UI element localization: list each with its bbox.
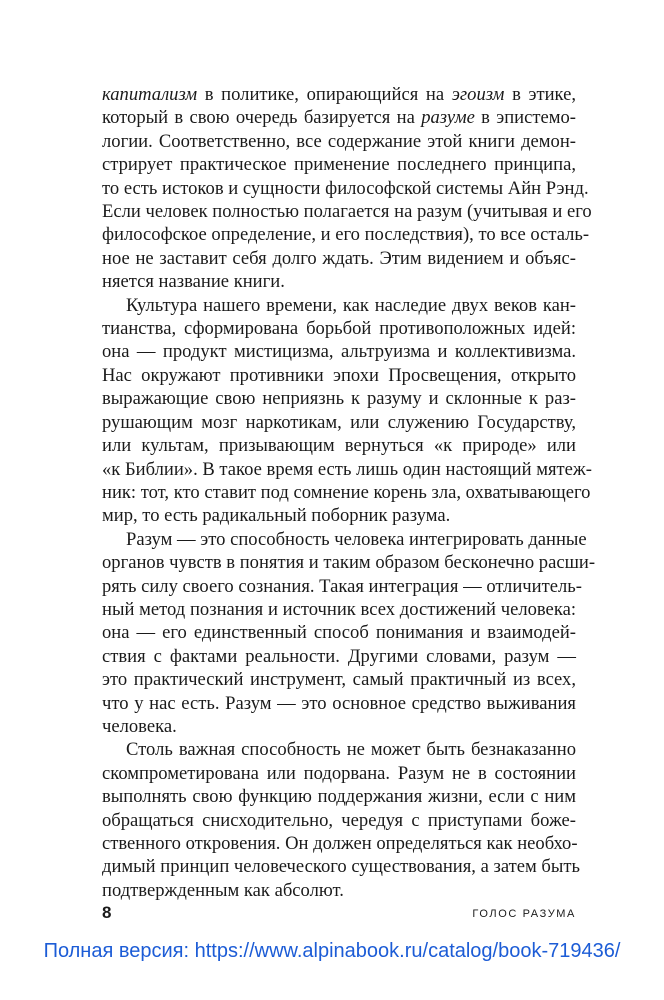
text-run: в эпистемо-	[474, 107, 576, 129]
text-run: органов чувств в понятия и таким образом бесконечно расши-	[102, 552, 596, 574]
text-line	[102, 83, 576, 106]
paragraph	[102, 294, 592, 528]
text-run: обращаться снисходительно, чередуя с приступами боже-	[102, 809, 576, 831]
text-run: ственного откровения. Он должен определяться как необхо-	[102, 833, 578, 854]
text-line	[102, 177, 589, 200]
text-line	[102, 411, 576, 434]
text-line	[102, 551, 596, 574]
text-run: няется название книги.	[102, 271, 285, 293]
text-line	[102, 153, 576, 176]
text-run: стрирует практическое применение последнего принципа,	[102, 154, 576, 176]
text-line	[102, 294, 576, 317]
text-run: философское определение, и его последствия), то все осталь-	[102, 224, 590, 246]
text-run: рять силу своего сознания. Такая интеграция — отличитель-	[102, 575, 582, 597]
text-line	[102, 832, 576, 855]
text-run: тианства, сформирована борьбой противоположных идей:	[102, 318, 576, 340]
text-line	[102, 855, 580, 878]
text-line	[102, 340, 576, 363]
emphasized-term: капитализм	[102, 84, 198, 105]
text-run: ник: тот, кто ставит под сомнение корень зла, охватывающего	[102, 481, 591, 503]
text-line	[102, 270, 576, 293]
text-run: скомпрометирована или подорвана. Разум не в состоянии	[102, 762, 576, 784]
text-line	[102, 809, 576, 832]
text-line	[102, 598, 576, 621]
page-number: 8	[102, 903, 112, 922]
text-run: который в свою очередь базируется на	[102, 107, 422, 129]
text-line	[102, 458, 592, 481]
text-run: или культам, призывающим вернуться «к природе» или	[102, 435, 576, 457]
text-run: в этике,	[504, 84, 577, 105]
text-line	[102, 645, 576, 668]
text-run: подтвержденным как абсолют.	[102, 879, 344, 901]
text-run: Культура нашего времени, как наследие двух веков кан-	[126, 294, 576, 316]
text-run: выполнять свою функцию поддержания жизни, если с ним	[102, 786, 576, 808]
text-run: рушающим мозг наркотикам, или служению Государству,	[102, 411, 576, 433]
full-version-link[interactable]: Полная версия: https://www.alpinabook.ru/catalog/book-719436/	[43, 940, 621, 962]
text-run: что у нас есть. Разум — это основное средство выживания	[102, 692, 576, 714]
text-run: выражающие свою неприязнь к разуму и склонные к раз-	[102, 388, 576, 410]
text-line	[102, 528, 587, 551]
text-line	[102, 879, 576, 902]
text-line	[102, 223, 590, 246]
text-line	[102, 130, 576, 153]
text-line	[102, 387, 576, 410]
text-line	[102, 200, 592, 223]
text-line	[102, 481, 591, 504]
text-run: это практический инструмент, самый практичный из всех,	[102, 669, 576, 691]
book-body-text	[102, 83, 596, 902]
text-run: ный метод познания и источник всех достижений человека:	[102, 598, 576, 620]
running-title: ГОЛОС РАЗУМА	[472, 908, 576, 920]
text-line	[102, 317, 576, 340]
text-run: логии. Соответственно, все содержание этой книги демон-	[102, 130, 576, 152]
paragraph	[102, 528, 596, 739]
text-line	[102, 785, 576, 808]
text-run: ное не заставит себя долго ждать. Этим видением и объяс-	[102, 247, 576, 269]
text-line	[102, 247, 576, 270]
emphasized-term: разуме	[421, 107, 475, 129]
text-line	[102, 668, 576, 691]
text-run: в политике, опирающийся на	[197, 84, 452, 105]
text-line	[102, 504, 576, 527]
text-line	[102, 762, 576, 785]
text-run: человека.	[102, 715, 177, 737]
text-run: то есть истоков и сущности философской системы Айн Рэнд.	[102, 177, 589, 199]
text-line	[102, 715, 576, 738]
page-footer	[102, 903, 576, 927]
text-line	[102, 106, 576, 129]
emphasized-term: эгоизм	[451, 84, 505, 105]
paragraph	[102, 83, 592, 294]
text-run: «к Библии». В такое время есть лишь один настоящий мятеж-	[102, 458, 592, 480]
text-line	[102, 575, 582, 598]
text-run: Нас окружают противники эпохи Просвещения, открыто	[102, 364, 576, 386]
paragraph	[102, 738, 580, 902]
text-run: Разум — это способность человека интегрировать данные	[126, 528, 587, 550]
text-run: мир, то есть радикальный поборник разума.	[102, 505, 451, 527]
text-line	[102, 738, 576, 761]
text-run: она — его единственный способ понимания и взаимодей-	[102, 622, 576, 644]
text-line	[102, 621, 576, 644]
text-line	[102, 364, 576, 387]
text-line	[102, 434, 576, 457]
text-run: она — продукт мистицизма, альтруизма и коллективизма.	[102, 341, 576, 363]
text-run: ствия с фактами реальности. Другими словами, разум —	[102, 645, 576, 667]
text-run: Если человек полностью полагается на разум (учитывая и его	[102, 201, 592, 223]
text-run: Столь важная способность не может быть безнаказанно	[126, 739, 576, 761]
text-line	[102, 692, 576, 715]
text-run: димый принцип человеческого существования, а затем быть	[102, 856, 580, 878]
